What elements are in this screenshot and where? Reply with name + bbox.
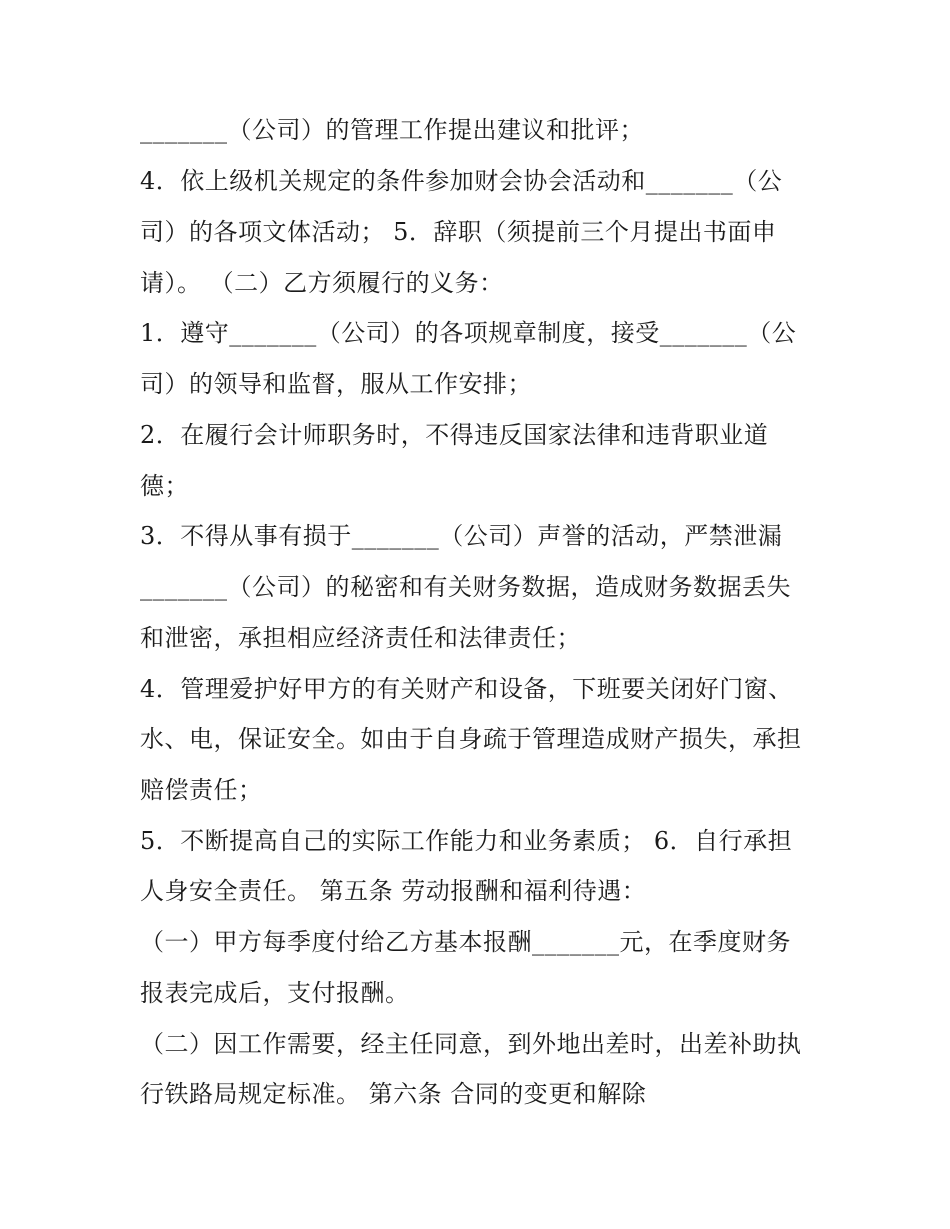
- text-line: _______（公司）的管理工作提出建议和批评；: [140, 116, 644, 144]
- text-line: 司）的各项文体活动； 5．辞职（须提前三个月提出书面申: [140, 218, 777, 246]
- text-line: （一）甲方每季度付给乙方基本报酬_______元，在季度财务: [140, 928, 791, 956]
- text-line: 2．在履行会计师职务时，不得违反国家法律和违背职业道: [140, 421, 769, 449]
- text-line: 5．不断提高自己的实际工作能力和业务素质； 6．自行承担: [140, 827, 793, 855]
- text-line: 人身安全责任。 第五条 劳动报酬和福利待遇：: [140, 877, 647, 905]
- text-line: 水、电，保证安全。如由于自身疏于管理造成财产损失，承担: [140, 725, 802, 753]
- text-line: 司）的领导和监督，服从工作安排；: [140, 370, 532, 398]
- text-line: 4．依上级机关规定的条件参加财会协会活动和_______（公: [140, 167, 783, 195]
- text-line: 赔偿责任；: [140, 776, 263, 804]
- text-line: 3．不得从事有损于_______（公司）声誉的活动，严禁泄漏: [140, 522, 783, 550]
- text-line: 4．管理爱护好甲方的有关财产和设备，下班要关闭好门窗、: [140, 675, 793, 703]
- text-line: 行铁路局规定标准。 第六条 合同的变更和解除: [140, 1080, 647, 1108]
- text-line: 报表完成后，支付报酬。: [140, 979, 410, 1007]
- text-line: 请）。 （二）乙方须履行的义务：: [140, 269, 504, 297]
- text-line: 1．遵守_______（公司）的各项规章制度，接受_______（公: [140, 319, 797, 347]
- text-line: _______（公司）的秘密和有关财务数据，造成财务数据丢失: [140, 573, 791, 601]
- text-line: 和泄密，承担相应经济责任和法律责任；: [140, 624, 581, 652]
- text-line: （二）因工作需要，经主任同意，到外地出差时，出差补助执: [140, 1030, 802, 1058]
- text-line: 德；: [140, 472, 189, 500]
